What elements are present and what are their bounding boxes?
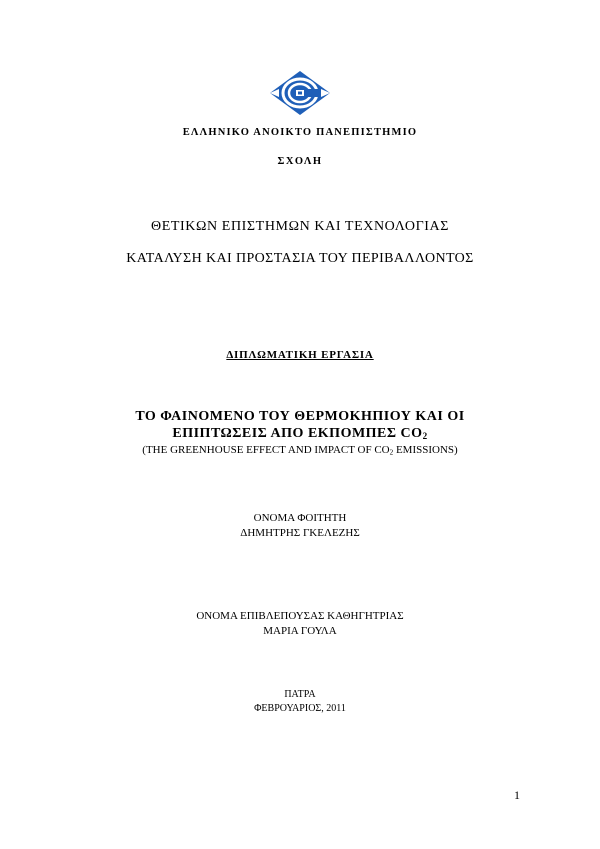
university-logo-icon [269,70,331,116]
thesis-title-line-1: ΤΟ ΦΑΙΝΟΜΕΝΟ ΤΟΥ ΘΕΡΜΟΚΗΠΙΟΥ ΚΑΙ ΟΙ [135,409,465,424]
thesis-title-line-2 [0,426,600,442]
student-name: ΔΗΜΗΤΡΗΣ ΓΚΕΛΕΖΗΣ [240,527,360,539]
subtitle-prefix: (THE GREENHOUSE EFFECT AND IMPACT OF CO [142,444,390,456]
subtitle-suffix: EMISSIONS) [393,444,458,456]
date: ΦΕΒΡΟΥΑΡΙΟΣ, 2011 [254,703,346,714]
page-number: 1 [514,788,520,802]
city: ΠΑΤΡΑ [284,689,316,700]
thesis-title-line-2-text: ΕΠΙΠΤΩΣΕΙΣ ΑΠΟ ΕΚΠΟΜΠΕΣ CO [172,426,423,441]
program-name: ΚΑΤΑΛΥΣΗ ΚΑΙ ΠΡΟΣΤΑΣΙΑ ΤΟΥ ΠΕΡΙΒΑΛΛΟΝΤΟΣ [126,251,474,266]
student-label: ΟΝΟΜΑ ΦΟΙΤΗΤΗ [253,512,347,524]
supervisor-name: ΜΑΡΙΑ ΓΟΥΛΑ [263,625,337,637]
thesis-type-heading: ΔΙΠΛΩΜΑΤΙΚΗ ΕΡΓΑΣΙΑ [226,349,374,361]
school-label: ΣΧΟΛΗ [277,156,323,167]
co2-subscript: 2 [422,430,428,441]
thesis-subtitle-english [0,444,600,456]
supervisor-label: ΟΝΟΜΑ ΕΠΙΒΛΕΠΟΥΣΑΣ ΚΑΘΗΓΗΤΡΙΑΣ [196,610,404,622]
university-name: ΕΛΛΗΝΙΚΟ ΑΝΟΙΚΤΟ ΠΑΝΕΠΙΣΤΗΜΙΟ [182,127,418,138]
subtitle-co2-subscript: 2 [389,448,394,457]
faculty-name: ΘΕΤΙΚΩΝ ΕΠΙΣΤΗΜΩΝ ΚΑΙ ΤΕΧΝΟΛΟΓΙΑΣ [151,219,449,234]
